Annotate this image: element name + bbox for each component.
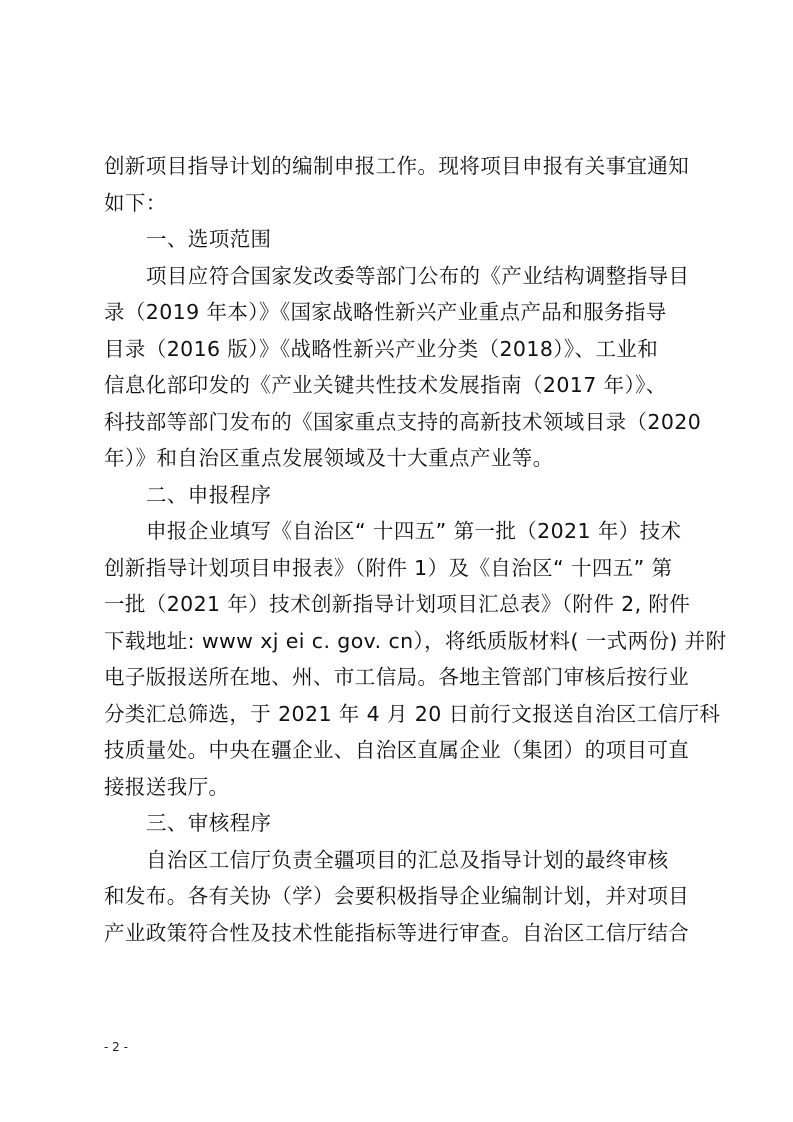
paragraph-line: 下载地址: www xj ei c. gov. cn），将纸质版材料( 一式两份) 并附: [104, 628, 727, 653]
paragraph-line: 和发布。各有关协（学）会要积极指导企业编制计划，并对项目: [104, 884, 690, 908]
section-heading-selection-scope: 一、选项范围: [146, 227, 272, 251]
paragraph-line: 创新项目指导计划的编制申报工作。现将项目申报有关事宜通知: [104, 154, 690, 178]
paragraph-line: 一批（2021 年）技术创新指导计划项目汇总表》（附件 2, 附件: [104, 592, 691, 616]
paragraph-line: 分类汇总筛选，于 2021 年 4 月 20 日前行文报送自治区工信厅科: [104, 701, 721, 726]
paragraph-line: 自治区工信厅负责全疆项目的汇总及指导计划的最终审核: [146, 847, 669, 872]
paragraph-line: 项目应符合国家发改委等部门公布的《产业结构调整指导目: [146, 263, 690, 288]
paragraph-line: 申报企业填写《自治区“ 十四五” 第一批（2021 年）技术: [146, 519, 682, 543]
paragraph-line: 技质量处。中央在疆企业、自治区直属企业（集团）的项目可直: [104, 738, 690, 762]
paragraph-line: 产业政策符合性及技术性能指标等进行审查。自治区工信厅结合: [104, 920, 690, 945]
paragraph-line: 录（2019 年本）》《国家战略性新兴产业重点产品和服务指导: [104, 300, 667, 324]
paragraph-line: 接报送我厅。: [104, 774, 230, 799]
paragraph-line: 科技部等部门发布的《国家重点支持的高新技术领域目录（2020: [104, 409, 702, 434]
paragraph-line: 电子版报送所在地、州、市工信局。各地主管部门审核后按行业: [104, 665, 690, 689]
section-heading-application-procedure: 二、申报程序: [146, 482, 272, 507]
paragraph-line: 信息化部印发的《产业关键共性技术发展指南（2017 年）》、: [104, 373, 667, 397]
paragraph-line: 创新指导计划项目申报表》（附件 1）及《自治区“ 十四五” 第: [104, 555, 673, 580]
paragraph-line: 目录（2016 版）》《战略性新兴产业分类（2018）》、工业和: [104, 336, 659, 361]
body-text: [104, 148, 727, 951]
section-heading-review-procedure: 三、审核程序: [146, 811, 272, 835]
paragraph-line: 年）》和自治区重点发展领域及十大重点产业等。: [104, 446, 554, 470]
paragraph-line: 如下：: [104, 190, 167, 215]
page-number: - 2 -: [104, 1040, 128, 1054]
